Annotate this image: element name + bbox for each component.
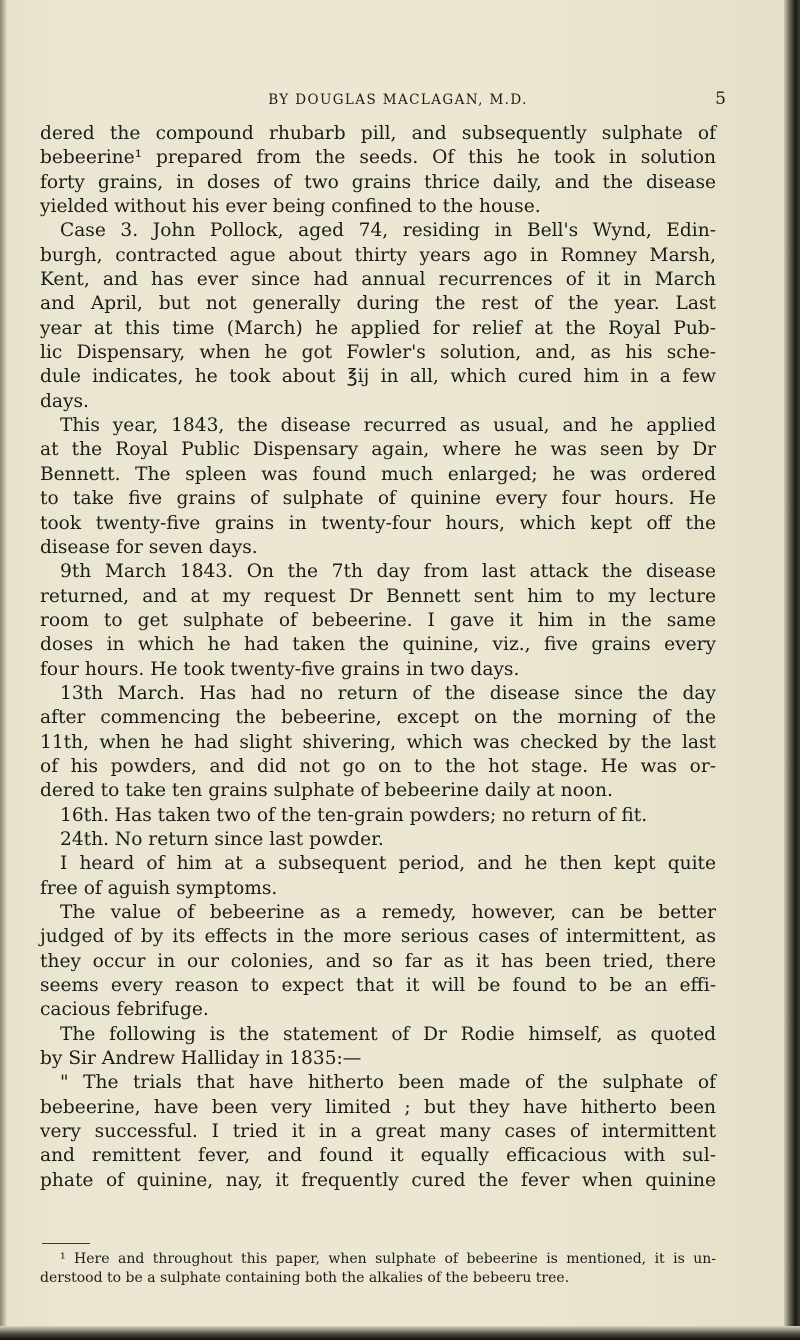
body-line: cacious febrifuge. xyxy=(40,999,209,1021)
body-line: by Sir Andrew Halliday in 1835:— xyxy=(40,1048,362,1070)
body-line: Case 3. John Pollock, aged 74, residing in Bell's Wynd, Edin- xyxy=(60,220,716,242)
body-line: burgh, contracted ague about thirty years ago in Romney Marsh, xyxy=(40,244,716,266)
body-line: bebeerine¹ prepared from the seeds. Of this he took in solution xyxy=(40,147,716,169)
body-line: yielded without his ever being confined to the house. xyxy=(40,196,541,218)
body-line: took twenty-five grains in twenty-four hours, which kept off the xyxy=(40,512,716,534)
body-line: 11th, when he had slight shivering, which was checked by the last xyxy=(40,731,716,753)
body-line: they occur in our colonies, and so far as it has been tried, there xyxy=(40,950,716,972)
body-line: " The trials that have hitherto been made of the sulphate of xyxy=(60,1072,716,1094)
body-line: and April, but not generally during the rest of the year. Last xyxy=(40,293,716,315)
footnote-line: derstood to be a sulphate containing both the alkalies of the bebeeru tree. xyxy=(40,1270,570,1286)
page-edge-shadow xyxy=(784,0,800,1340)
body-line: Bennett. The spleen was found much enlarged; he was ordered xyxy=(40,463,716,485)
body-line: and remittent fever, and found it equally efficacious with sul- xyxy=(40,1145,716,1167)
footnotes xyxy=(40,1250,716,1288)
body-line: I heard of him at a subsequent period, and he then kept quite xyxy=(60,853,716,875)
body-line: days. xyxy=(40,390,89,412)
footnote-rule xyxy=(42,1243,90,1244)
body-line: to take five grains of sulphate of quinine every four hours. He xyxy=(40,488,716,510)
body-line: after commencing the bebeerine, except on the morning of the xyxy=(40,707,716,729)
body-line: year at this time (March) he applied for relief at the Royal Pub- xyxy=(40,317,716,339)
body-line: free of aguish symptoms. xyxy=(40,877,278,899)
footnote-line: ¹ Here and throughout this paper, when sulphate of bebeerine is mentioned, it is un- xyxy=(60,1251,716,1267)
body-line: dule indicates, he took about ℥ij in all, which cured him in a few xyxy=(40,366,716,388)
page-gutter-shadow xyxy=(0,0,7,1340)
body-line: at the Royal Public Dispensary again, where he was seen by Dr xyxy=(40,439,716,461)
body-line: The following is the statement of Dr Rodie himself, as quoted xyxy=(60,1023,716,1045)
body-line: 24th. No return since last powder. xyxy=(60,828,384,850)
body-line: very successful. I tried it in a great many cases of intermittent xyxy=(40,1121,716,1143)
body-line: room to get sulphate of bebeerine. I gave it him in the same xyxy=(40,609,716,631)
body-line: dered to take ten grains sulphate of bebeerine daily at noon. xyxy=(40,780,613,802)
body-line: Kent, and has ever since had annual recurrences of it in March xyxy=(40,269,716,291)
body-line: lic Dispensary, when he got Fowler's solution, and, as his sche- xyxy=(40,342,716,364)
body-line: This year, 1843, the disease recurred as usual, and he applied xyxy=(60,415,716,437)
body-text xyxy=(40,122,716,1193)
body-line: returned, and at my request Dr Bennett sent him to my lecture xyxy=(40,585,716,607)
body-line: judged of by its effects in the more serious cases of intermittent, as xyxy=(40,926,716,948)
body-line: doses in which he had taken the quinine, viz., five grains every xyxy=(40,634,716,656)
body-line: disease for seven days. xyxy=(40,536,258,558)
body-line: bebeerine, have been very limited ; but they have hitherto been xyxy=(40,1096,716,1118)
body-line: dered the compound rhubarb pill, and subsequently sulphate of xyxy=(40,123,716,144)
body-line: four hours. He took twenty-five grains in two days. xyxy=(40,658,520,680)
body-line: 16th. Has taken two of the ten-grain powders; no return of fit. xyxy=(60,804,648,826)
running-head xyxy=(40,89,756,120)
body-line: 9th March 1843. On the 7th day from last attack the disease xyxy=(60,561,716,583)
body-line: of his powders, and did not go on to the hot stage. He was or- xyxy=(40,755,716,777)
body-line: phate of quinine, nay, it frequently cured the fever when quinine xyxy=(40,1169,716,1191)
body-line: forty grains, in doses of two grains thrice daily, and the disease xyxy=(40,171,716,193)
body-line: 13th March. Has had no return of the disease since the day xyxy=(60,682,716,704)
body-line: The value of bebeerine as a remedy, however, can be better xyxy=(60,902,716,923)
page-bottom-shadow xyxy=(0,1326,800,1340)
running-head-title: BY DOUGLAS MACLAGAN, M.D. xyxy=(268,92,528,108)
page-number: 5 xyxy=(715,89,726,109)
body-line: seems every reason to expect that it will be found to be an effi- xyxy=(40,975,716,997)
